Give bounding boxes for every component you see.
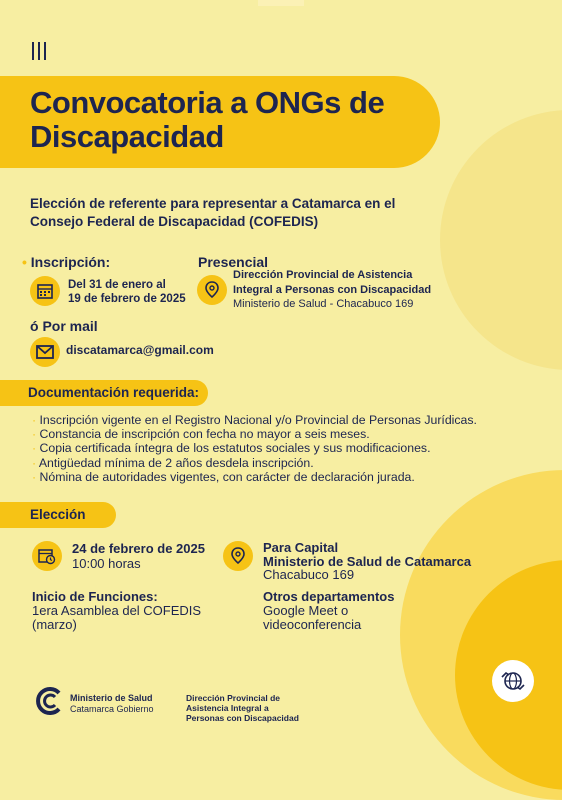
capital-details: Para Capital Ministerio de Salud de Catamarca Chacabuco 169 xyxy=(263,540,472,582)
presencial-details: Dirección Provincial de Asistencia Integral a Personas con Discapacidad Ministerio de Salud - Chacabuco 169 xyxy=(233,269,432,310)
calendar-clock-icon xyxy=(32,541,62,571)
otros-details: Otros departamentos Google Meet o videoconferencia xyxy=(263,589,395,632)
list-item: · Antigüedad mínima de 2 años desdela inscripción. xyxy=(32,455,314,470)
mail-heading: ó Por mail xyxy=(30,318,98,334)
documentacion-heading: Documentación requerida: xyxy=(0,380,208,406)
ministerio-logo xyxy=(33,685,65,717)
list-item: · Constancia de inscripción con fecha no mayor a seis meses. xyxy=(32,427,370,442)
ministerio-name: Ministerio de Salud Catamarca Gobierno xyxy=(70,693,154,714)
list-item: · Inscripción vigente en el Registro Nacional y/o Provincial de Personas Jurídicas. xyxy=(32,413,477,427)
subtitle: Elección de referente para representar a Catamarca en el Consejo Federal de Discapacidad (COFEDIS) xyxy=(30,196,396,229)
bg-circle-right xyxy=(440,110,562,370)
inscripcion-heading: • Inscripción: xyxy=(22,254,111,270)
direccion-name: Dirección Provincial de Asistencia Integral a Personas con Discapacidad xyxy=(186,693,299,723)
page-title: Convocatoria a ONGs de Discapacidad xyxy=(30,85,385,154)
inscripcion-dates: Del 31 de enero al 19 de febrero de 2025 xyxy=(68,279,186,305)
calendar-icon xyxy=(30,276,60,306)
top-mark xyxy=(258,0,304,6)
location-pin-icon xyxy=(197,275,227,305)
accessibility-logo xyxy=(492,660,534,702)
eleccion-datetime: 24 de febrero de 2025 10:00 horas xyxy=(72,541,205,571)
menu-icon xyxy=(32,42,48,62)
location-pin-icon xyxy=(223,541,253,571)
documentacion-list xyxy=(32,413,502,484)
list-item: · Nómina de autoridades vigentes, con carácter de declaración jurada. xyxy=(32,469,415,484)
presencial-heading: Presencial xyxy=(198,254,269,270)
list-item: · Copia certificada íntegra de los estatutos sociales y sus modificaciones. xyxy=(32,441,431,456)
email-link[interactable]: discatamarca@gmail.com xyxy=(66,343,214,357)
funciones-details: Inicio de Funciones: 1era Asamblea del COFEDIS (marzo) xyxy=(32,589,202,632)
eleccion-heading: Elección xyxy=(0,502,116,528)
mail-icon xyxy=(30,337,60,367)
